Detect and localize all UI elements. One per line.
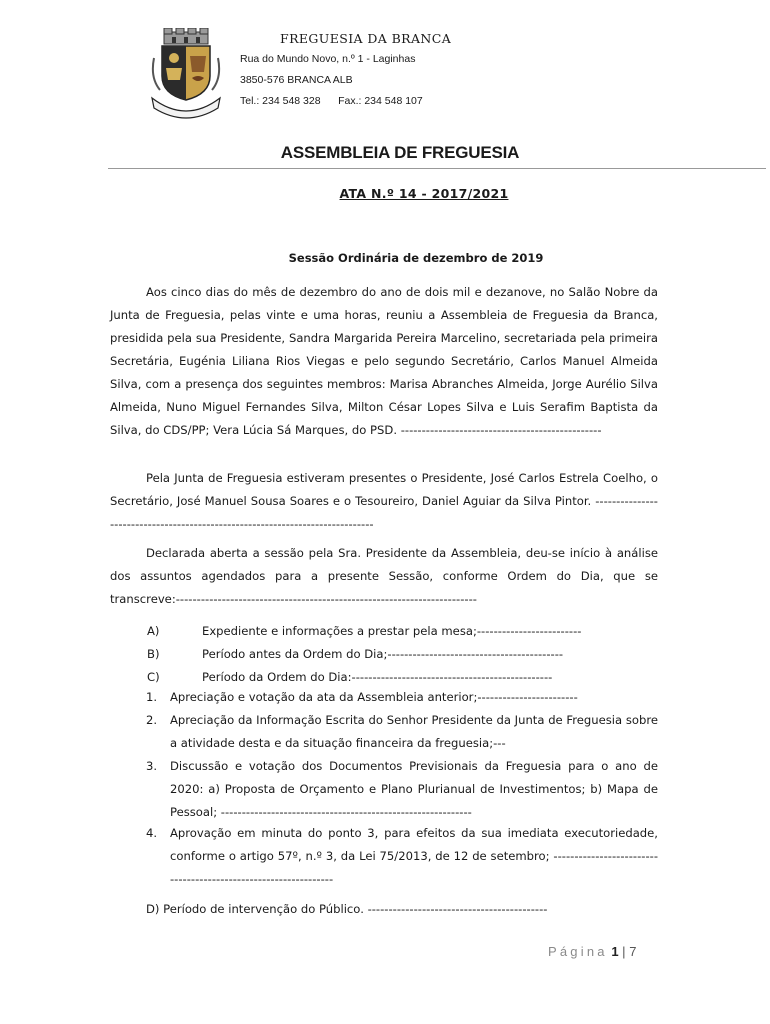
agenda-number-text: Apreciação e votação da ata da Assembleia anterior;------------------------	[170, 690, 578, 704]
title-divider	[108, 168, 766, 169]
page-footer	[548, 944, 636, 959]
assembly-title: ASSEMBLEIA DE FREGUESIA	[280, 143, 520, 162]
agenda-item-d: D) Período de intervenção do Público. -------------------------------------------	[146, 902, 548, 916]
agenda-number-1	[146, 686, 658, 709]
agenda-text: Período antes da Ordem do Dia;------------------------------------------	[202, 647, 564, 661]
agenda-number-3	[146, 755, 658, 824]
ata-title: ATA N.º 14 - 2017/2021	[339, 186, 509, 201]
paragraph-text: Declarada aberta a sessão pela Sra. Presidente da Assembleia, deu-se início à análise dos assuntos agendados para a presente Sessão, conforme Ordem do Dia, que se transcreve:------------------------------------------------------------------------	[110, 546, 658, 606]
agenda-item-b	[147, 643, 659, 666]
agenda-number: 1.	[146, 690, 158, 704]
agenda-number-text: Aprovação em minuta do ponto 3, para efeitos da sua imediata executoriedade, conforme o artigo 57º, n.º 3, da Lei 75/2013, de 12 de setembro; ----------------------------------------------------------------	[170, 826, 658, 886]
header-address: Rua do Mundo Novo, n.º 1 - Laginhas	[240, 53, 416, 65]
page-total: 7	[629, 944, 637, 959]
agenda-label: B)	[147, 647, 160, 661]
page-separator: |	[622, 944, 626, 959]
paragraph-opening	[110, 281, 658, 442]
paragraph-junta	[110, 467, 658, 536]
agenda-number: 2.	[146, 713, 158, 727]
agenda-label: C)	[147, 670, 160, 684]
agenda-number-2	[146, 709, 658, 755]
header-postal: 3850-576 BRANCA ALB	[240, 74, 353, 86]
agenda-number-text: Apreciação da Informação Escrita do Senhor Presidente da Junta de Freguesia sobre a atividade desta e da situação financeira da freguesia;---	[170, 713, 658, 750]
page-word: Página	[548, 944, 608, 959]
agenda-item-a	[147, 620, 659, 643]
page-number: 1	[611, 944, 619, 959]
freguesia-crest-logo	[150, 28, 222, 122]
agenda-text: Expediente e informações a prestar pela mesa;-------------------------	[202, 624, 582, 638]
agenda-number: 3.	[146, 759, 158, 773]
header-title: FREGUESIA DA BRANCA	[280, 31, 452, 46]
session-title: Sessão Ordinária de dezembro de 2019	[288, 251, 544, 265]
paragraph-agenda-intro	[110, 542, 658, 611]
agenda-number-text: Discussão e votação dos Documentos Previsionais da Freguesia para o ano de 2020: a) Proposta de Orçamento e Plano Plurianual de Investimentos; b) Mapa de Pessoal; ------------------------------------------------------------	[170, 759, 658, 819]
agenda-number: 4.	[146, 826, 158, 840]
agenda-text: Período da Ordem do Dia:------------------------------------------------	[202, 670, 553, 684]
paragraph-text: Aos cinco dias do mês de dezembro do ano de dois mil e dezanove, no Salão Nobre da Junta de Freguesia, pelas vinte e uma horas, reuniu a Assembleia de Freguesia da Branca, presidida pela sua Presidente, Sandra Margarida Pereira Marcelino, secretariada pela primeira Secretária, Eugénia Liliana Rios Viegas e pelo segundo Secretário, Carlos Manuel Almeida Silva, com a presença dos seguintes membros: Marisa Abranches Almeida, Jorge Aurélio Silva Almeida, Nuno Miguel Fernandes Silva, Milton César Lopes Silva e Luis Serafim Baptista da Silva, do CDS/PP; Vera Lúcia Sá Marques, do PSD. ------------------------------------------------	[110, 285, 658, 437]
agenda-number-4	[146, 822, 658, 891]
header-contacts: Tel.: 234 548 328 Fax.: 234 548 107	[240, 95, 423, 107]
paragraph-text: Pela Junta de Freguesia estiveram presentes o Presidente, José Carlos Estrela Coelho, o Secretário, José Manuel Sousa Soares e o Tesoureiro, Daniel Aguiar da Silva Pintor. ------------------------------------------------------------------------------	[110, 471, 658, 531]
agenda-label: A)	[147, 624, 160, 638]
